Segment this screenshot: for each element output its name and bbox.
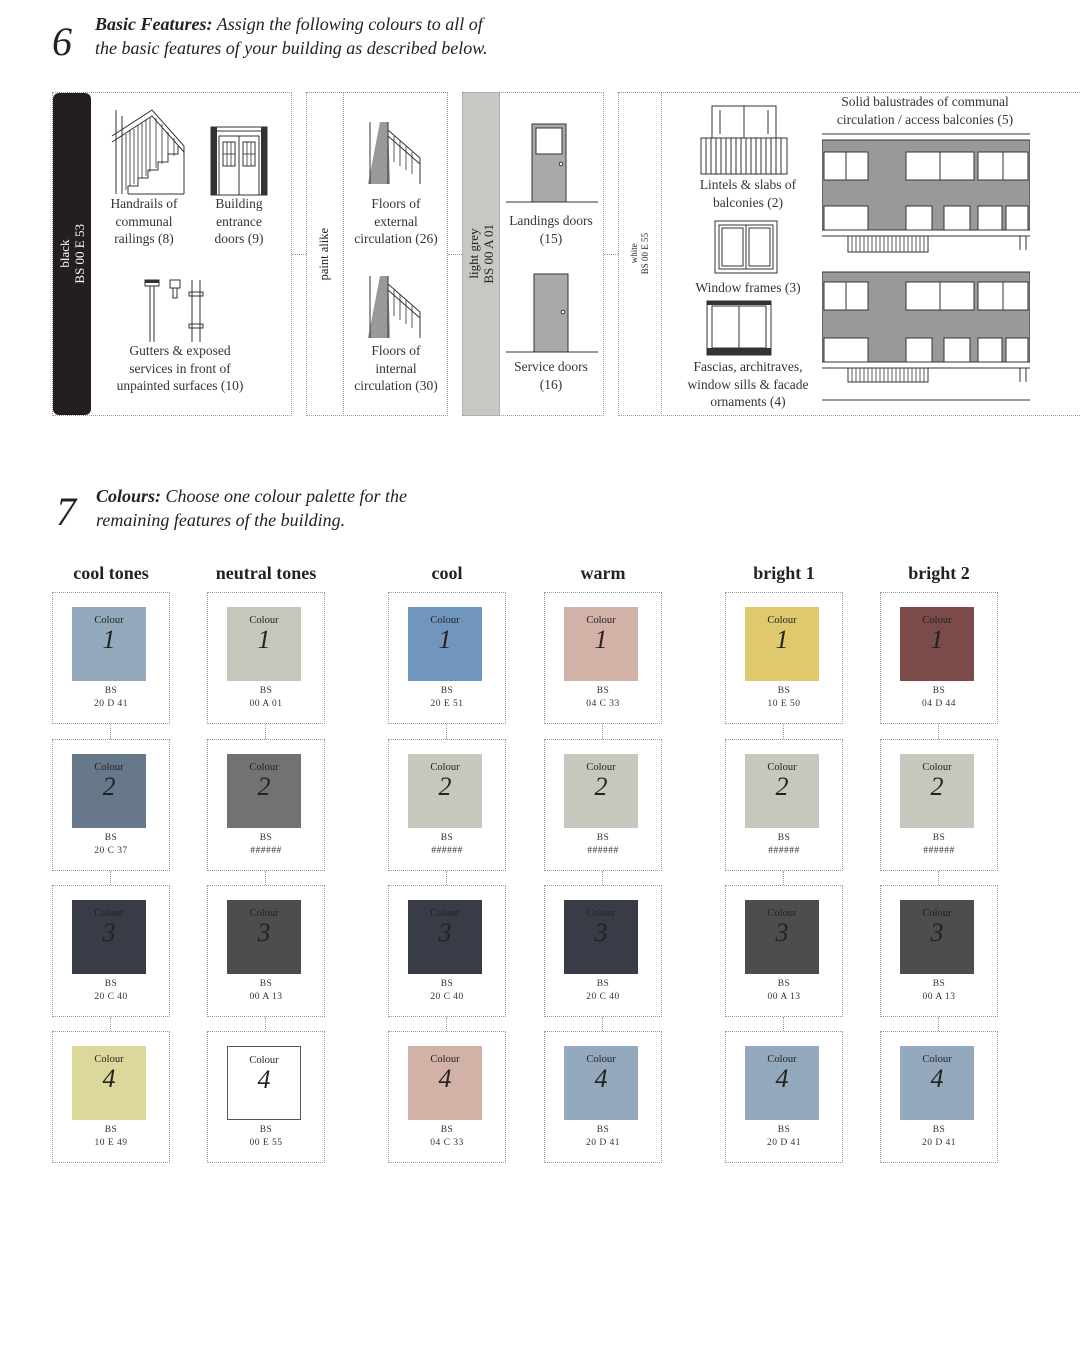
colour-number: 2 bbox=[257, 772, 271, 801]
bs-code-value: 00 A 13 bbox=[767, 992, 801, 1002]
colour-word: Colour bbox=[94, 908, 124, 919]
bs-label: BS bbox=[777, 979, 791, 989]
section-6-heading-bold: Basic Features: bbox=[95, 14, 213, 34]
bs-code-value: 00 A 13 bbox=[922, 992, 956, 1002]
bs-code bbox=[545, 685, 661, 711]
palette-title: cool bbox=[431, 563, 463, 583]
facade-elevation-illustration bbox=[822, 132, 1030, 404]
colour-swatch bbox=[745, 1046, 819, 1120]
bs-code-value: 00 A 01 bbox=[249, 699, 283, 709]
bs-label: BS bbox=[104, 833, 118, 843]
colour-number: 3 bbox=[930, 918, 944, 947]
colour-number: 3 bbox=[438, 918, 452, 947]
connector bbox=[292, 254, 306, 255]
bs-code-value: 04 C 33 bbox=[430, 1138, 464, 1148]
paint-alike-bar bbox=[306, 92, 344, 416]
bs-label: BS bbox=[259, 833, 273, 843]
gutters-label: Gutters & exposed services in front of unpainted surfaces (10) bbox=[116, 343, 244, 393]
colour-number: 3 bbox=[594, 918, 608, 947]
colour-card[interactable] bbox=[52, 885, 170, 1017]
bs-code bbox=[545, 978, 661, 1004]
colour-number: 4 bbox=[594, 1064, 608, 1093]
colour-swatch bbox=[900, 1046, 974, 1120]
colour-swatch bbox=[564, 1046, 638, 1120]
colour-card[interactable] bbox=[725, 1031, 843, 1163]
colour-word: Colour bbox=[249, 908, 279, 919]
palette-title: cool tones bbox=[73, 563, 149, 583]
colour-word: Colour bbox=[430, 762, 460, 773]
card-connector bbox=[265, 724, 266, 739]
bs-code-value: ###### bbox=[250, 846, 282, 856]
colour-card[interactable] bbox=[880, 1031, 998, 1163]
bs-label: BS bbox=[596, 979, 610, 989]
floors-internal-label: Floors of internal circulation (30) bbox=[354, 343, 438, 393]
colour-number: 4 bbox=[102, 1064, 116, 1093]
section-6-heading bbox=[95, 12, 615, 60]
bs-code bbox=[881, 1124, 997, 1150]
colour-card[interactable] bbox=[544, 739, 662, 871]
bs-code-value: 20 D 41 bbox=[921, 1138, 957, 1148]
black-colour-bar bbox=[53, 93, 91, 415]
bs-code bbox=[208, 685, 324, 711]
external-floor-illustration bbox=[366, 122, 422, 186]
colour-word: Colour bbox=[922, 762, 952, 773]
bs-code-value: 20 D 41 bbox=[585, 1138, 621, 1148]
palette-title: neutral tones bbox=[215, 563, 317, 583]
colour-number: 3 bbox=[775, 918, 789, 947]
colour-card[interactable] bbox=[544, 885, 662, 1017]
bs-code bbox=[726, 685, 842, 711]
colour-swatch bbox=[227, 900, 301, 974]
colour-number: 4 bbox=[257, 1065, 271, 1094]
colour-swatch bbox=[72, 754, 146, 828]
service-door-illustration bbox=[506, 272, 598, 354]
colour-number: 3 bbox=[102, 918, 116, 947]
card-connector bbox=[938, 724, 939, 739]
bs-label: BS bbox=[596, 686, 610, 696]
bs-label: BS bbox=[259, 1125, 273, 1135]
colour-word: Colour bbox=[586, 762, 616, 773]
black-label: black bbox=[57, 239, 72, 269]
section-6-heading-line2: the basic features of your building as described below. bbox=[95, 38, 488, 58]
colour-word: Colour bbox=[430, 1054, 460, 1065]
colour-number: 1 bbox=[775, 625, 789, 654]
bs-label: BS bbox=[440, 833, 454, 843]
colour-card[interactable] bbox=[388, 592, 506, 724]
bs-code-value: 20 E 51 bbox=[430, 699, 464, 709]
bs-code bbox=[53, 685, 169, 711]
colour-number: 2 bbox=[438, 772, 452, 801]
colour-swatch bbox=[745, 900, 819, 974]
card-connector bbox=[110, 871, 111, 885]
palette-title: bright 1 bbox=[753, 563, 815, 583]
card-connector bbox=[110, 1017, 111, 1031]
colour-word: Colour bbox=[249, 762, 279, 773]
colour-number: 4 bbox=[930, 1064, 944, 1093]
colour-word: Colour bbox=[767, 908, 797, 919]
colour-word: Colour bbox=[767, 1054, 797, 1065]
bs-label: BS bbox=[440, 686, 454, 696]
paint-alike-label: paint alike bbox=[317, 227, 331, 281]
black-code: BS 00 E 53 bbox=[72, 224, 87, 284]
colour-number: 1 bbox=[594, 625, 608, 654]
bs-label: BS bbox=[259, 979, 273, 989]
bs-code-value: 20 C 37 bbox=[94, 846, 128, 856]
card-connector bbox=[938, 871, 939, 885]
colour-word: Colour bbox=[922, 908, 952, 919]
balcony-lintel-illustration bbox=[700, 104, 788, 176]
gutter-illustration bbox=[140, 278, 210, 344]
bs-code-value: 20 D 41 bbox=[766, 1138, 802, 1148]
bs-code-value: ###### bbox=[768, 846, 800, 856]
colour-number: 2 bbox=[102, 772, 116, 801]
colour-swatch bbox=[72, 900, 146, 974]
colour-swatch bbox=[408, 754, 482, 828]
light-grey-code: BS 00 A 01 bbox=[481, 224, 496, 284]
colour-card[interactable] bbox=[880, 885, 998, 1017]
bs-code-value: 00 A 13 bbox=[249, 992, 283, 1002]
bs-code bbox=[208, 978, 324, 1004]
card-connector bbox=[602, 1017, 603, 1031]
bs-code-value: ###### bbox=[587, 846, 619, 856]
bs-code-value: ###### bbox=[923, 846, 955, 856]
bs-code bbox=[881, 978, 997, 1004]
colour-number: 2 bbox=[930, 772, 944, 801]
bs-label: BS bbox=[104, 979, 118, 989]
colour-number: 1 bbox=[930, 625, 944, 654]
bs-label: BS bbox=[932, 833, 946, 843]
colour-swatch bbox=[72, 607, 146, 681]
colour-word: Colour bbox=[94, 1054, 124, 1065]
section-6-heading-rest: Assign the following colours to all of bbox=[216, 14, 483, 34]
section-7-heading-bold: Colours: bbox=[96, 486, 162, 506]
handrail-stair-illustration bbox=[108, 106, 188, 198]
bs-code-value: 20 C 40 bbox=[94, 992, 128, 1002]
bs-code-value: 20 D 41 bbox=[93, 699, 129, 709]
floors-external-label: Floors of external circulation (26) bbox=[354, 196, 438, 246]
bs-code-value: 04 D 44 bbox=[921, 699, 957, 709]
bs-code-value: 04 C 33 bbox=[586, 699, 620, 709]
card-connector bbox=[938, 1017, 939, 1031]
colour-card[interactable] bbox=[725, 885, 843, 1017]
colour-swatch bbox=[745, 754, 819, 828]
bs-code bbox=[389, 1124, 505, 1150]
colour-card[interactable] bbox=[388, 885, 506, 1017]
colour-swatch bbox=[900, 900, 974, 974]
light-grey-colour-bar bbox=[462, 92, 500, 416]
palette-title: bright 2 bbox=[908, 563, 970, 583]
bs-code-value: 20 C 40 bbox=[430, 992, 464, 1002]
colour-number: 1 bbox=[438, 625, 452, 654]
colour-word: Colour bbox=[586, 615, 616, 626]
colour-card[interactable] bbox=[544, 592, 662, 724]
white-label: white bbox=[628, 244, 639, 264]
colour-swatch bbox=[900, 607, 974, 681]
colour-swatch bbox=[72, 1046, 146, 1120]
colour-card[interactable] bbox=[880, 592, 998, 724]
landings-doors-label: Landings doors (15) bbox=[509, 213, 593, 246]
bs-label: BS bbox=[104, 1125, 118, 1135]
bs-code bbox=[726, 832, 842, 858]
bs-label: BS bbox=[932, 686, 946, 696]
colour-word: Colour bbox=[249, 1055, 279, 1066]
colour-word: Colour bbox=[767, 762, 797, 773]
colour-word: Colour bbox=[922, 1054, 952, 1065]
colour-number: 2 bbox=[775, 772, 789, 801]
section-7-heading-line2: remaining features of the building. bbox=[96, 510, 346, 530]
colour-swatch bbox=[227, 1046, 301, 1120]
colour-word: Colour bbox=[586, 1054, 616, 1065]
section-7-number: 7 bbox=[56, 489, 76, 534]
card-connector bbox=[110, 724, 111, 739]
bs-code bbox=[726, 978, 842, 1004]
colour-card[interactable] bbox=[207, 739, 325, 871]
bs-code-value: 20 C 40 bbox=[586, 992, 620, 1002]
colour-number: 3 bbox=[257, 918, 271, 947]
internal-floor-illustration bbox=[366, 276, 422, 340]
colour-word: Colour bbox=[586, 908, 616, 919]
bs-code bbox=[208, 832, 324, 858]
card-connector bbox=[602, 871, 603, 885]
colour-swatch bbox=[227, 754, 301, 828]
section-7-heading bbox=[96, 484, 616, 532]
colour-number: 1 bbox=[257, 625, 271, 654]
card-connector bbox=[783, 871, 784, 885]
colour-word: Colour bbox=[94, 615, 124, 626]
colour-number: 4 bbox=[775, 1064, 789, 1093]
colour-word: Colour bbox=[249, 615, 279, 626]
colour-swatch bbox=[408, 900, 482, 974]
service-doors-label: Service doors (16) bbox=[514, 359, 588, 392]
bs-code bbox=[53, 1124, 169, 1150]
fascia-illustration bbox=[706, 300, 772, 356]
bs-label: BS bbox=[104, 686, 118, 696]
colour-word: Colour bbox=[430, 908, 460, 919]
bs-code bbox=[53, 832, 169, 858]
bs-label: BS bbox=[777, 1125, 791, 1135]
connector bbox=[448, 254, 462, 255]
card-connector bbox=[446, 1017, 447, 1031]
card-connector bbox=[446, 724, 447, 739]
bs-code-value: ###### bbox=[431, 846, 463, 856]
colour-number: 4 bbox=[438, 1064, 452, 1093]
bs-code bbox=[389, 978, 505, 1004]
colour-card[interactable] bbox=[207, 885, 325, 1017]
card-connector bbox=[265, 871, 266, 885]
balustrades-label: Solid balustrades of communal circulation / access balconies (5) bbox=[836, 94, 1014, 127]
bs-code bbox=[208, 1124, 324, 1150]
colour-swatch bbox=[745, 607, 819, 681]
bs-code bbox=[389, 685, 505, 711]
bs-label: BS bbox=[777, 833, 791, 843]
colour-swatch bbox=[564, 607, 638, 681]
fascias-label: Fascias, architraves, window sills & facade ornaments (4) bbox=[687, 359, 809, 409]
window-frame-illustration bbox=[714, 220, 778, 274]
colour-word: Colour bbox=[767, 615, 797, 626]
window-frames-label: Window frames (3) bbox=[695, 280, 801, 295]
bs-code bbox=[545, 1124, 661, 1150]
entrance-doors-label: Building entrance doors (9) bbox=[214, 196, 264, 246]
colour-word: Colour bbox=[94, 762, 124, 773]
colour-word: Colour bbox=[922, 615, 952, 626]
bs-code-value: 10 E 49 bbox=[94, 1138, 128, 1148]
bs-code bbox=[389, 832, 505, 858]
bs-label: BS bbox=[259, 686, 273, 696]
card-connector bbox=[783, 724, 784, 739]
colour-number: 1 bbox=[102, 625, 116, 654]
light-grey-label: light grey bbox=[466, 228, 481, 280]
white-code: BS 00 E 55 bbox=[639, 233, 650, 275]
bs-code bbox=[545, 832, 661, 858]
bs-code-value: 00 E 55 bbox=[249, 1138, 283, 1148]
colour-swatch bbox=[900, 754, 974, 828]
bs-code bbox=[53, 978, 169, 1004]
landing-door-illustration bbox=[506, 122, 598, 204]
bs-label: BS bbox=[440, 979, 454, 989]
bs-label: BS bbox=[932, 1125, 946, 1135]
bs-label: BS bbox=[596, 1125, 610, 1135]
card-connector bbox=[602, 724, 603, 739]
card-connector bbox=[265, 1017, 266, 1031]
bs-code-value: 10 E 50 bbox=[767, 699, 801, 709]
colour-card[interactable] bbox=[880, 739, 998, 871]
bs-label: BS bbox=[596, 833, 610, 843]
connector bbox=[604, 254, 618, 255]
colour-card[interactable] bbox=[207, 1031, 325, 1163]
colour-number: 2 bbox=[594, 772, 608, 801]
lintels-label: Lintels & slabs of balconies (2) bbox=[699, 177, 797, 210]
entrance-door-illustration bbox=[210, 126, 268, 196]
colour-word: Colour bbox=[430, 615, 460, 626]
colour-card[interactable] bbox=[207, 592, 325, 724]
bs-code bbox=[881, 685, 997, 711]
colour-card[interactable] bbox=[52, 739, 170, 871]
section-6-number: 6 bbox=[52, 19, 72, 64]
colour-swatch bbox=[564, 754, 638, 828]
colour-card[interactable] bbox=[388, 739, 506, 871]
white-colour-bar bbox=[618, 92, 662, 416]
colour-card[interactable] bbox=[388, 1031, 506, 1163]
colour-card[interactable] bbox=[544, 1031, 662, 1163]
colour-card[interactable] bbox=[725, 592, 843, 724]
colour-swatch bbox=[408, 607, 482, 681]
section-7-heading-rest: Choose one colour palette for the bbox=[165, 486, 407, 506]
card-connector bbox=[446, 871, 447, 885]
colour-swatch bbox=[408, 1046, 482, 1120]
bs-label: BS bbox=[777, 686, 791, 696]
handrails-label: Handrails of communal railings (8) bbox=[110, 196, 178, 246]
bs-label: BS bbox=[440, 1125, 454, 1135]
colour-card[interactable] bbox=[52, 1031, 170, 1163]
bs-code bbox=[881, 832, 997, 858]
bs-code bbox=[726, 1124, 842, 1150]
palette-title: warm bbox=[580, 563, 626, 583]
card-connector bbox=[783, 1017, 784, 1031]
colour-swatch bbox=[227, 607, 301, 681]
colour-card[interactable] bbox=[725, 739, 843, 871]
bs-label: BS bbox=[932, 979, 946, 989]
colour-card[interactable] bbox=[52, 592, 170, 724]
colour-swatch bbox=[564, 900, 638, 974]
